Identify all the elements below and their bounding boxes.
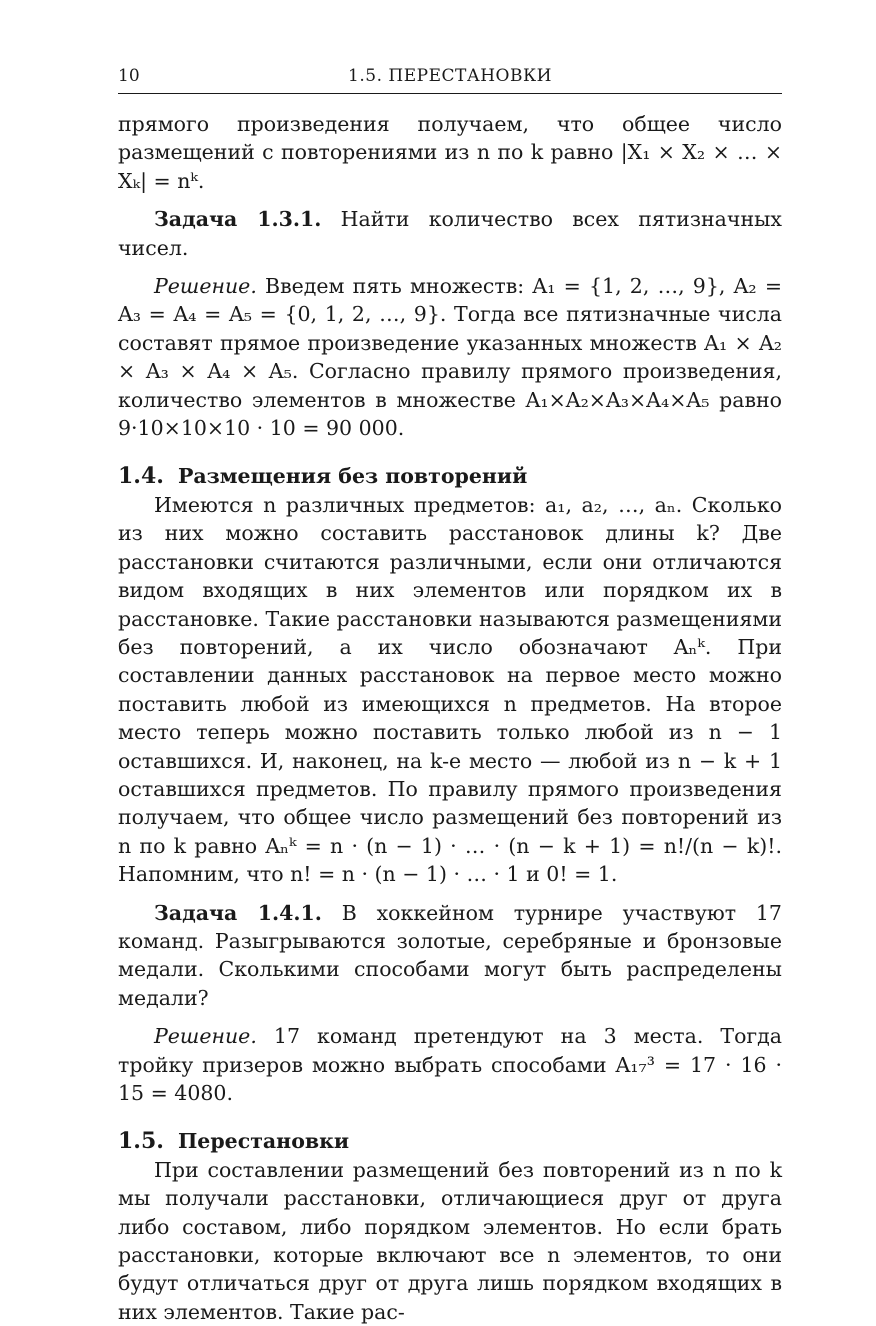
paragraph-continuation: прямого произведения получаем, что общее число размещений с повторениями из n по k равно |X₁ × X₂ × … × Xₖ| = nᵏ.: [118, 112, 782, 193]
solution-label: Решение.: [154, 1024, 257, 1049]
solution-text: 17 команд претендуют на 3 места. Тогда тройку призеров можно выбрать способами A₁₇³ = 17 · 16 · 15 = 4080.: [118, 1024, 782, 1105]
task-1-4-1: [118, 899, 782, 1013]
section-heading-1-5: [118, 1127, 782, 1155]
solution-text: Введем пять множеств: A₁ = {1, 2, …, 9}, A₂ = A₃ = A₄ = A₅ = {0, 1, 2, …, 9}. Тогда все пятизначные числа составят прямое произведение указанных множеств A₁ × A₂ × A₃ × A₄ × A₅. Согласно правилу прямого произведения, количество элементов в множестве A₁×A₂×A₃×A₄×A₅ равно 9·10×10×10 · 10 = 90 000.: [118, 274, 782, 441]
task-label: Задача 1.3.1.: [154, 207, 322, 232]
section-heading-1-4: [118, 462, 782, 490]
task-1-3-1: [118, 205, 782, 262]
paragraph-1-4: Имеются n различных предметов: a₁, a₂, …, aₙ. Сколько из них можно составить расстановок длины k? Две расстановки считаются различными, если они отличаются видом входящих в них элементов или порядком их в расстановке. Такие расстановки называются размещениями без повторений, а их число обозначают Aₙᵏ. При составлении данных расстановок на первое место можно поставить любой из имеющихся n предметов. На второе место теперь можно поставить только любой из n − 1 оставшихся. И, наконец, на k-е место — любой из n − k + 1 оставшихся предметов. По правилу прямого произведения получаем, что общее число размещений без повторений из n по k равно Aₙᵏ = n · (n − 1) · … · (n − k + 1) = n!/(n − k)!. Напомним, что n! = n · (n − 1) · … · 1 и 0! = 1.: [118, 492, 782, 887]
page-number: 10: [118, 66, 140, 86]
running-head: [118, 64, 782, 92]
section-title: Размещения без повторений: [177, 464, 528, 489]
task-text: Найти количество всех пятизначных чисел.: [118, 207, 782, 260]
section-title: Перестановки: [177, 1129, 350, 1154]
solution-label: Решение.: [154, 274, 257, 299]
body-text: [118, 110, 782, 1326]
paragraph-1-5: При составлении размещений без повторений из n по k мы получали расстановки, отличающиеся друг от друга либо составом, либо порядком элементов. Но если брать расстановки, которые включают все n элементов, то они будут отличаться друг от друга лишь порядком входящих в них элементов. Такие рас-: [118, 1157, 782, 1324]
section-number: 1.4.: [118, 463, 164, 490]
header-rule: [118, 93, 782, 94]
solution-1-3-1: [118, 272, 782, 442]
task-text: В хоккейном турнире участвуют 17 команд. Разыгрываются золотые, серебряные и бронзовые медали. Сколькими способами могут быть распределены медали?: [118, 900, 782, 1010]
section-number: 1.5.: [118, 1128, 164, 1155]
running-title: 1.5. ПЕРЕСТАНОВКИ: [348, 66, 552, 86]
task-label: Задача 1.4.1.: [154, 900, 322, 925]
solution-1-4-1: [118, 1022, 782, 1107]
